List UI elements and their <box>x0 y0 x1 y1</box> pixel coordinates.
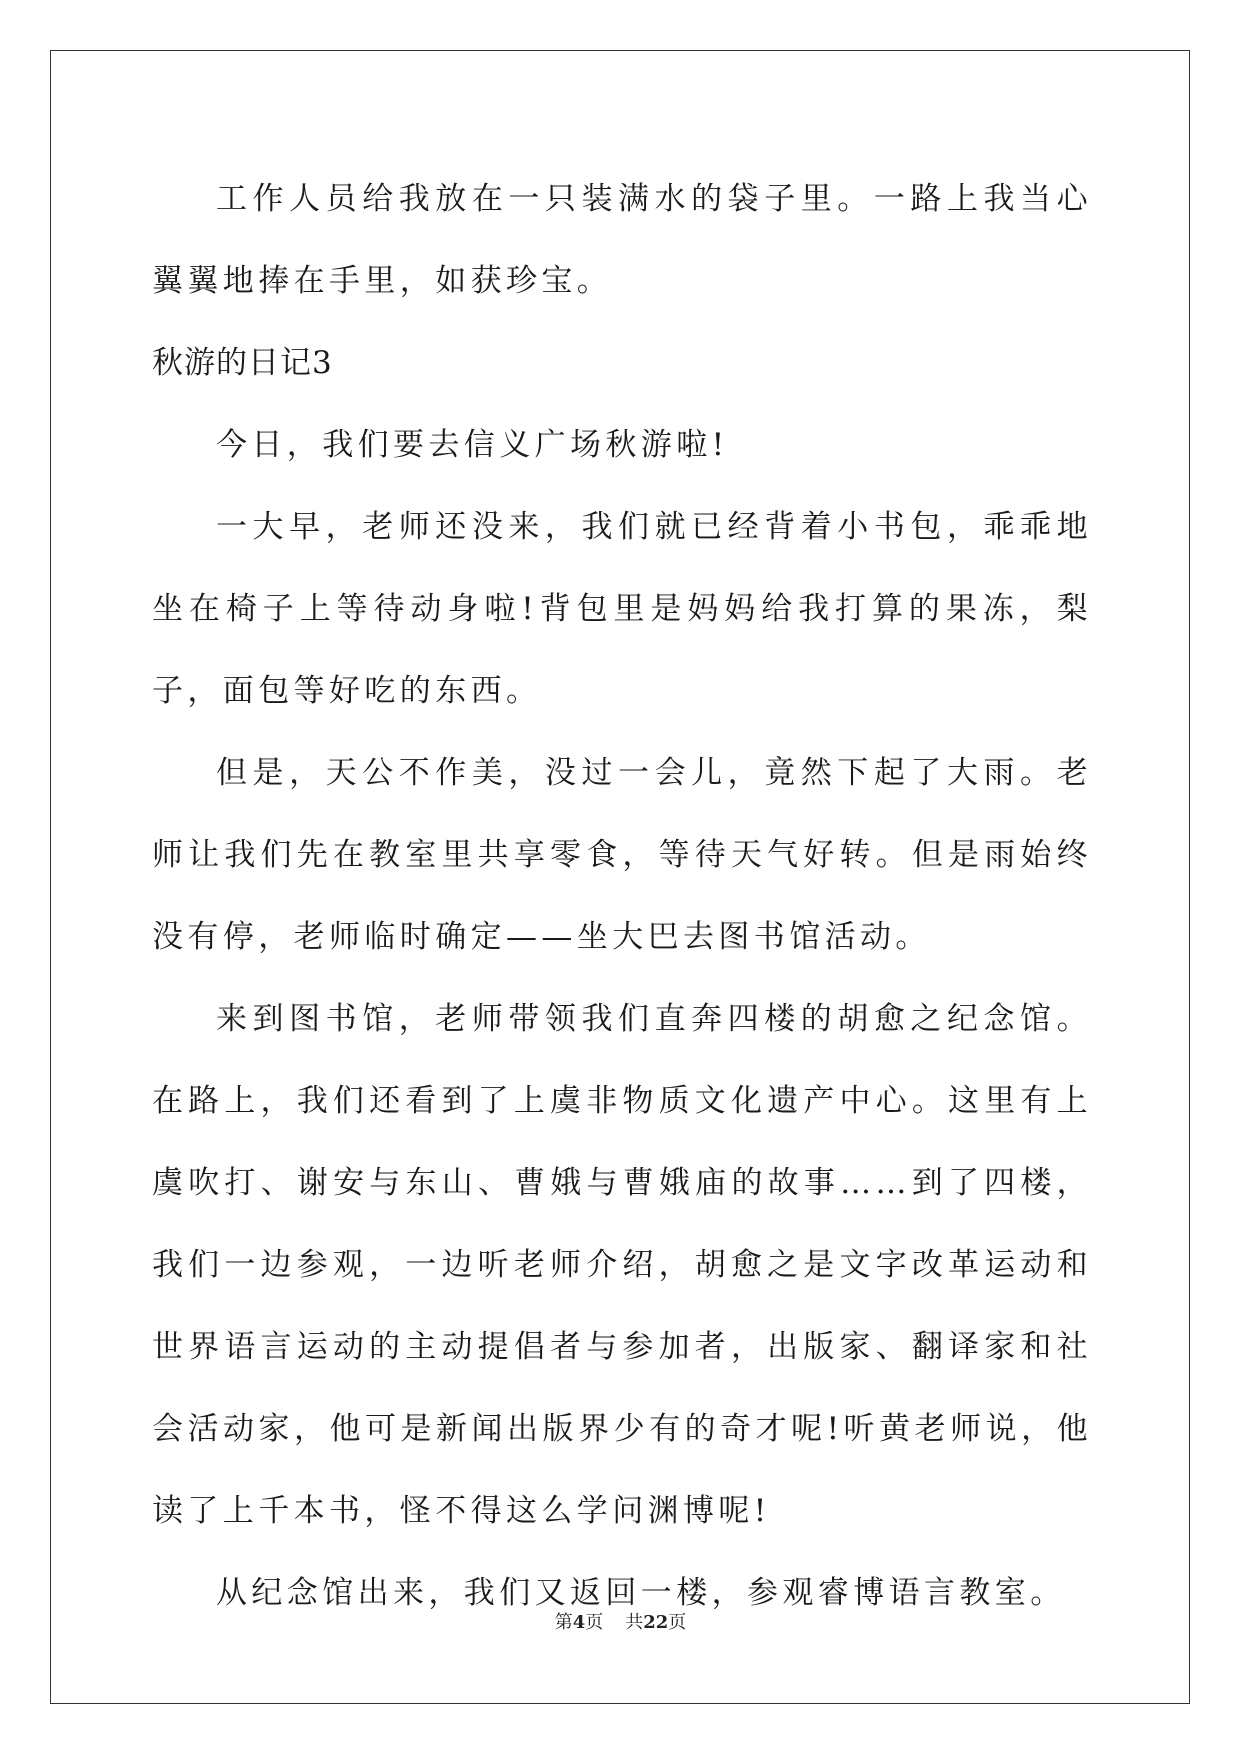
page-suffix: 页 <box>585 1612 604 1633</box>
total-prefix: 共 <box>625 1612 644 1633</box>
paragraph: 今日，我们要去信义广场秋游啦! <box>216 427 729 463</box>
paragraph: 工作人员给我放在一只装满水的袋子里。一路上我当心翼翼地捧在手里，如获珍宝。 <box>152 181 1092 299</box>
total-pages: 22 <box>643 1612 669 1633</box>
paragraph: 一大早，老师还没来，我们就已经背着小书包，乖乖地坐在椅子上等待动身啦!背包里是妈妈给我打算的果冻，梨子，面包等好吃的东西。 <box>152 509 1092 709</box>
paragraph: 从纪念馆出来，我们又返回一楼，参观睿博语言教室。 <box>216 1575 1066 1611</box>
page-prefix: 第 <box>554 1612 573 1633</box>
paragraph: 但是，天公不作美，没过一会儿，竟然下起了大雨。老师让我们先在教室里共享零食，等待天气好转。但是雨始终没有停，老师临时确定——坐大巴去图书馆活动。 <box>152 755 1092 955</box>
total-suffix: 页 <box>668 1612 687 1633</box>
section-title: 秋游的日记3 <box>152 345 333 381</box>
page-footer <box>0 1608 1241 1634</box>
paragraph: 来到图书馆，老师带领我们直奔四楼的胡愈之纪念馆。在路上，我们还看到了上虞非物质文化遗产中心。这里有上虞吹打、谢安与东山、曹娥与曹娥庙的故事……到了四楼，我们一边参观，一边听老师介绍，胡愈之是文字改革运动和世界语言运动的主动提倡者与参加者，出版家、翻译家和社会活动家，他可是新闻出版界少有的奇才呢!听黄老师说，他读了上千本书，怪不得这么学问渊博呢! <box>152 1001 1092 1529</box>
page-number: 4 <box>572 1612 586 1633</box>
document-body <box>152 158 1092 1634</box>
